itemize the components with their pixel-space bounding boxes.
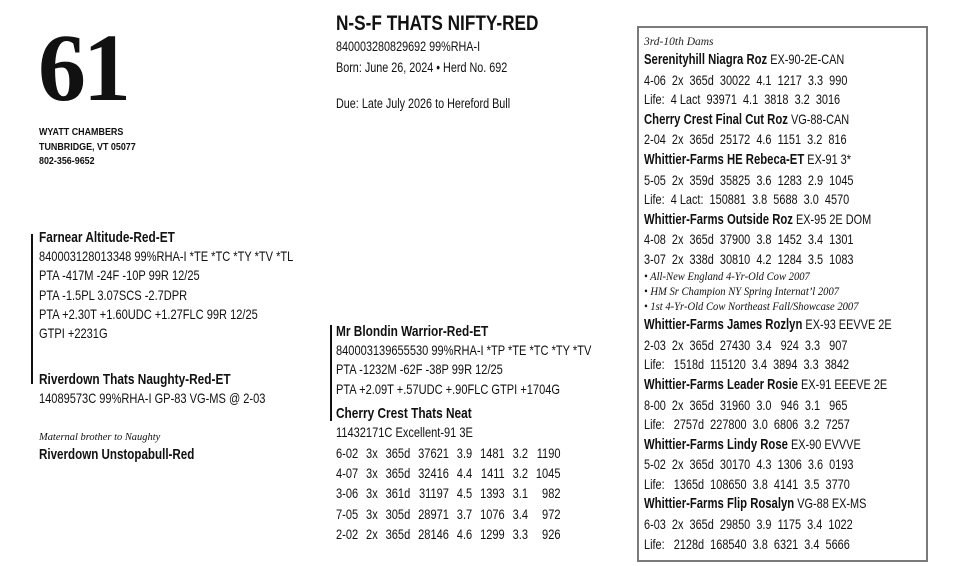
dam-registration: 11432171C Excellent-91 3E <box>336 424 473 441</box>
record-cell: 1299 <box>480 525 505 542</box>
record-cell: 3.7 <box>456 505 473 522</box>
dams-box-header: 3rd-10th Dams <box>644 36 714 48</box>
lot-header <box>336 12 583 114</box>
ancestor-dam-honor: • 1st 4-Yr-Old Cow Northeast Fall/Showcase 2007 <box>644 300 859 313</box>
ancestor-dam-honor: • All-New England 4-Yr-Old Cow 2007 <box>644 270 810 283</box>
record-cell: 32416 <box>418 465 449 482</box>
consignor-name: WYATT CHAMBERS <box>39 126 124 138</box>
record-cell: 982 <box>542 485 561 502</box>
ancestor-dam-heading <box>644 315 892 336</box>
ancestor-dam-honor: • HM Sr Champion NY Spring Internat’l 2007 <box>644 285 840 298</box>
ancestor-dam-record: 4-08 2x 365d 37900 3.8 1452 3.4 1301 <box>644 231 854 248</box>
ancestor-dam-name: Whittier-Farms James Rozlyn <box>644 317 803 334</box>
record-cell: 972 <box>542 505 561 522</box>
dam-of-sire-block <box>39 370 326 408</box>
list-item <box>644 494 926 554</box>
pedigree-bracket-dam-side <box>330 325 332 421</box>
record-cell: 361d <box>385 485 411 502</box>
record-cell: 4-07 <box>336 465 359 482</box>
list-item <box>644 110 926 150</box>
record-cell: 1393 <box>480 485 505 502</box>
record-cell: 7-05 <box>336 505 359 522</box>
ancestor-dam-record: 8-00 2x 365d 31960 3.0 946 3.1 965 <box>644 396 848 413</box>
due-date: Due: Late July 2026 to Hereford Bull <box>336 96 511 111</box>
pedigree-bracket-sire-side <box>31 234 33 384</box>
record-cell: 3x <box>366 505 378 522</box>
sire-line: PTA -1232M -62F -38P 99R 12/25 <box>336 361 503 378</box>
sire-line: PTA +2.09T +.57UDC +.90FLC GTPI +1704G <box>336 380 560 397</box>
ancestor-dam-name: Cherry Crest Final Cut Roz <box>644 111 788 128</box>
dams-list <box>644 50 926 554</box>
ancestor-dam-record: 3-07 2x 338d 30810 4.2 1284 3.5 1083 <box>644 250 854 267</box>
ancestor-dam-heading <box>644 110 864 131</box>
ancestor-dam-heading <box>644 435 864 456</box>
table-row <box>336 443 568 463</box>
consignor-location: TUNBRIDGE, VT 05077 <box>39 140 136 153</box>
sire-block <box>336 322 659 399</box>
registration-number: 840003280829692 99%RHA-I <box>336 39 481 54</box>
ancestor-dam-classification: EX-90-2E-CAN <box>770 51 845 67</box>
ancestor-dam-record: Life: 2128d 168540 3.8 6321 3.4 5666 <box>644 535 850 552</box>
sire-of-sire-line: 840003128013348 99%RHA-I *TE *TC *TY *TV *TL <box>39 248 294 265</box>
record-cell: 3.2 <box>512 465 528 482</box>
table-row <box>336 504 568 524</box>
record-cell: 3.3 <box>512 525 528 542</box>
sire-of-sire-line: PTA -417M -24F -10P 99R 12/25 <box>39 267 200 284</box>
dam-of-sire-name: Riverdown Thats Naughty-Red-ET <box>39 371 231 388</box>
ancestor-dam-heading <box>644 50 864 71</box>
ancestor-dam-record: Life: 2757d 227800 3.0 6806 3.2 7257 <box>644 416 850 433</box>
ancestor-dam-classification: VG-88-CAN <box>790 110 850 127</box>
ancestor-dam-classification: EX-91 3* <box>807 150 852 167</box>
ancestor-dam-name: Whittier-Farms Leader Rosie <box>644 376 798 393</box>
dams-box <box>637 26 928 562</box>
ancestor-dam-name: Whittier-Farms Lindy Rose <box>644 436 788 453</box>
sire-of-sire-line: PTA +2.30T +1.60UDC +1.27FLC 99R 12/25 <box>39 305 258 322</box>
ancestor-dam-record: 4-06 2x 365d 30022 4.1 1217 3.3 990 <box>644 71 848 88</box>
ancestor-dam-name: Whittier-Farms Outside Roz <box>644 211 793 228</box>
sire-name: Mr Blondin Warrior-Red-ET <box>336 323 489 340</box>
ancestor-dam-record: 2-03 2x 365d 27430 3.4 924 3.3 907 <box>644 336 848 353</box>
record-cell: 4.5 <box>456 485 473 502</box>
dam-block <box>336 404 509 442</box>
ancestor-dam-classification: VG-88 EX-MS <box>797 495 867 512</box>
ancestor-dam-name: Whittier-Farms Flip Rosalyn <box>644 496 795 513</box>
record-cell: 1190 <box>536 445 561 461</box>
record-cell: 3x <box>366 465 378 482</box>
sire-of-sire-line: GTPI +2231G <box>39 325 108 342</box>
record-cell: 2x <box>366 525 378 542</box>
animal-name: N-S-F THATS NIFTY-RED <box>336 12 539 35</box>
ancestor-dam-heading <box>644 494 867 515</box>
consignor-phone: 802-356-9652 <box>39 155 95 167</box>
ancestor-dam-classification: EX-93 EEVVE 2E <box>805 316 892 333</box>
record-cell: 365d <box>385 445 411 461</box>
record-cell: 3.4 <box>512 505 528 522</box>
ancestor-dam-name: Serenityhill Niagra Roz <box>644 52 768 68</box>
ancestor-dam-heading <box>644 210 872 231</box>
ancestor-dam-classification: EX-91 EEEVE 2E <box>801 375 888 392</box>
ancestor-dam-record: 5-05 2x 359d 35825 3.6 1283 2.9 1045 <box>644 171 854 188</box>
record-cell: 3x <box>366 445 378 461</box>
list-item <box>644 210 926 315</box>
record-cell: 4.6 <box>456 525 473 542</box>
dam-name: Cherry Crest Thats Neat <box>336 405 472 422</box>
record-cell: 28971 <box>418 505 449 522</box>
list-item <box>644 315 926 375</box>
table-row <box>336 524 568 544</box>
record-cell: 37621 <box>418 445 449 461</box>
birth-herd-info: Born: June 26, 2024 • Herd No. 692 <box>336 60 508 75</box>
list-item <box>644 375 926 435</box>
ancestor-dam-heading <box>644 150 864 171</box>
ancestor-dam-record: Life: 4 Lact 93971 4.1 3818 3.2 3016 <box>644 91 841 108</box>
dam-records <box>336 443 568 544</box>
record-cell: 3.9 <box>456 445 473 461</box>
record-cell: 2-02 <box>336 525 359 542</box>
consignor-info <box>39 125 153 169</box>
ancestor-dam-record: Life: 1365d 108650 3.8 4141 3.5 3770 <box>644 475 850 492</box>
record-cell: 3.2 <box>512 445 528 461</box>
record-cell: 1481 <box>480 445 505 461</box>
ancestor-dam-classification: EX-90 EVVVE <box>790 435 861 452</box>
ancestor-dam-name: Whittier-Farms HE Rebeca-ET <box>644 151 805 168</box>
record-cell: 6-02 <box>336 445 359 461</box>
record-cell: 31197 <box>418 485 449 502</box>
sire-of-sire-name: Farnear Altitude-Red-ET <box>39 229 175 246</box>
ancestor-dam-record: Life: 1518d 115120 3.4 3894 3.3 3842 <box>644 356 850 373</box>
table-row <box>336 483 568 503</box>
ancestor-dam-record: Life: 4 Lact: 150881 3.8 5688 3.0 4570 <box>644 191 850 208</box>
sire-of-sire-line: PTA -1.5PL 3.07SCS -2.7DPR <box>39 286 188 303</box>
record-cell: 3.1 <box>512 485 528 502</box>
record-cell: 305d <box>385 505 411 522</box>
table-row <box>336 463 568 483</box>
record-cell: 1045 <box>535 465 561 482</box>
list-item <box>644 150 926 210</box>
ancestor-dam-record: 2-04 2x 365d 25172 4.6 1151 3.2 816 <box>644 131 847 148</box>
ancestor-dam-record: 5-02 2x 365d 30170 4.3 1306 3.6 0193 <box>644 456 854 473</box>
record-cell: 3x <box>366 485 378 502</box>
record-cell: 926 <box>542 525 561 542</box>
record-cell: 365d <box>385 525 411 542</box>
maternal-brother-name: Riverdown Unstopabull-Red <box>39 447 195 463</box>
record-cell: 365d <box>385 465 411 482</box>
record-cell: 1411 <box>480 465 505 482</box>
sire-line: 840003139655530 99%RHA-I *TP *TE *TC *TY *TV <box>336 342 592 359</box>
ancestor-dam-classification: EX-95 2E DOM <box>795 210 872 227</box>
record-cell: 1076 <box>480 505 505 522</box>
dam-records-table <box>336 443 568 544</box>
record-cell: 4.4 <box>456 465 473 482</box>
dam-of-sire-line: 14089573C 99%RHA-I GP-83 VG-MS @ 2-03 <box>39 390 266 407</box>
record-cell: 3-06 <box>336 485 359 502</box>
maternal-note: Maternal brother to Naughty <box>39 431 161 443</box>
list-item <box>644 50 926 110</box>
lot-number: 61 <box>38 14 128 121</box>
ancestor-dam-heading <box>644 375 888 396</box>
ancestor-dam-record: 6-03 2x 365d 29850 3.9 1175 3.4 1022 <box>644 516 853 533</box>
list-item <box>644 435 926 495</box>
sire-of-sire-block <box>39 228 361 343</box>
record-cell: 28146 <box>418 525 449 542</box>
